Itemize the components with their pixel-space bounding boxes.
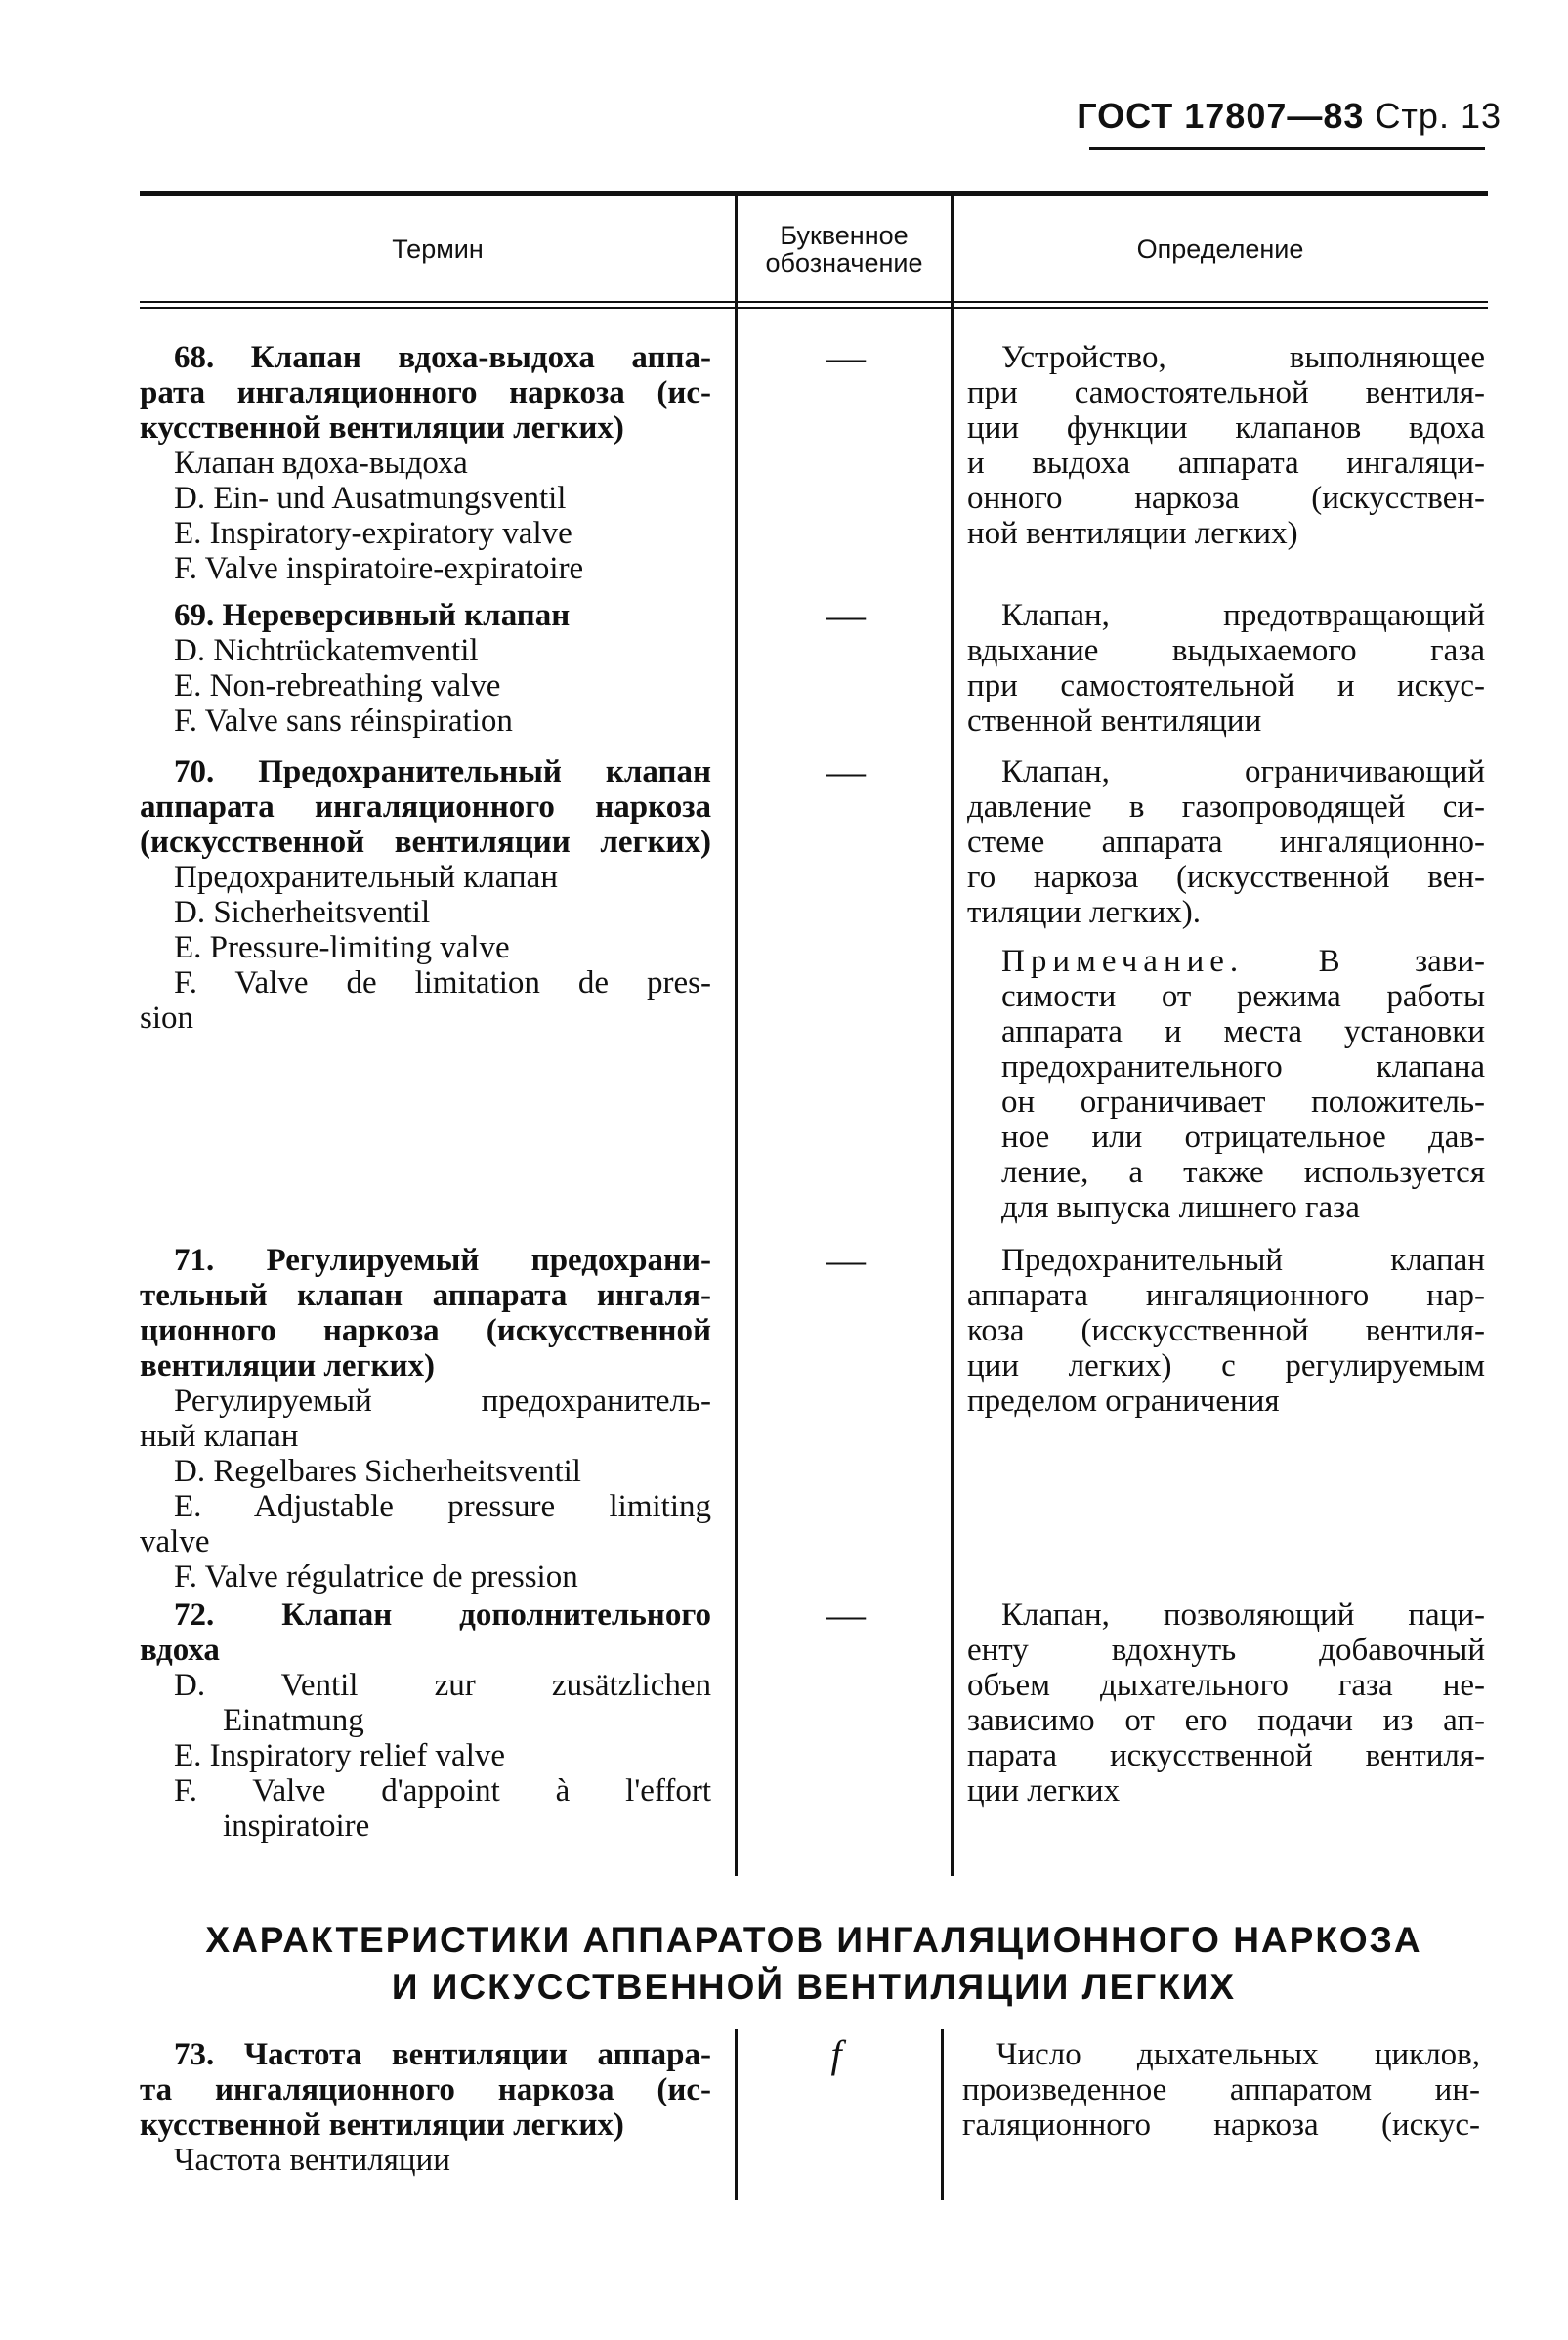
standard-number: ГОСТ 17807—83 bbox=[1077, 96, 1365, 136]
term-72: 72. Клапан дополнительного вдоха D. Ventil zur zusätzlichen Einatmung E. Inspiratory relief valve F. Valve d'appoint à l'effort inspiratoire bbox=[140, 1597, 711, 1844]
table-header bbox=[140, 200, 1488, 298]
column-header-symbol bbox=[736, 200, 953, 298]
page-header bbox=[1077, 96, 1502, 137]
symbol-72: — bbox=[826, 1593, 866, 1637]
header-underline bbox=[1089, 147, 1485, 150]
definition-72: Клапан, позволяющий паци- енту вдохнуть добавочный объем дыхательного газа не- зависимо от его подачи из ап- парата искусственной вентиля- ции легких bbox=[967, 1597, 1485, 1808]
header-double-rule-top bbox=[140, 301, 1488, 303]
symbol-header-line-2: обозначение bbox=[765, 248, 923, 277]
term-73: 73. Частота вентиляции аппара- та ингаляционного наркоза (ис- кусственной вентиляции легких) Частота вентиляции bbox=[140, 2037, 711, 2178]
symbol-73: f bbox=[830, 2032, 842, 2076]
symbol-68: — bbox=[826, 335, 866, 379]
note-70-first-line: Примечание. В зави- bbox=[1001, 944, 1485, 979]
column-header-term: Термин bbox=[392, 234, 484, 264]
definition-71: Предохранительный клапан аппарата ингаляционного нар- коза (исскусственной вентиля- ции легких) с регулируемым пределом ограничения bbox=[967, 1243, 1485, 1419]
symbol-71: — bbox=[826, 1238, 866, 1282]
term-68: 68. Клапан вдоха-выдоха аппа- рата ингаляционного наркоза (ис- кусственной вентиляции легких) Клапан вдоха-выдоха D. Ein- und Ausatmungsventil E. Inspiratory-expiratory valve F. Valve inspiratoire-expiratoire bbox=[140, 340, 711, 586]
symbol-70: — bbox=[826, 749, 866, 793]
section-title: ХАРАКТЕРИСТИКИ АППАРАТОВ ИНГАЛЯЦИОННОГО НАРКОЗА И ИСКУССТВЕННОЙ ВЕНТИЛЯЦИИ ЛЕГКИХ bbox=[205, 1920, 1422, 2007]
term-69: 69. Нереверсивный клапан D. Nichtrückatemventil E. Non-rebreathing valve F. Valve sans réinspiration bbox=[174, 598, 571, 739]
table-top-rule bbox=[140, 191, 1488, 196]
header-double-rule-bottom bbox=[140, 307, 1488, 309]
column-header-definition: Определение bbox=[1136, 234, 1304, 264]
symbol-69: — bbox=[826, 593, 866, 637]
page-number: Стр. 13 bbox=[1375, 96, 1502, 136]
definition-73: Число дыхательных циклов, произведенное аппаратом ин- галяционного наркоза (искус- bbox=[962, 2037, 1480, 2143]
term-70: 70. Предохранительный клапан аппарата ингаляционного наркоза (искусственной вентиляции легких) Предохранительный клапан D. Sicherheitsventil E. Pressure-limiting valve F. Valve de limitation de pres- sion bbox=[140, 754, 711, 1036]
term-71: 71. Регулируемый предохрани- тельный клапан аппарата ингаля- ционного наркоза (искусственной вентиляции легких) Регулируемый предохранитель- ный клапан D. Regelbares Sicherheitsventil E. Adjustable pressure limiting valve F. Valve régulatrice de pression bbox=[140, 1243, 711, 1595]
definition-68: Устройство, выполняющее при самостоятельной вентиля- ции функции клапанов вдоха и выдоха аппарата ингаляци- онного наркоза (искусствен- ной вентиляции легких) bbox=[967, 340, 1485, 551]
definition-70: Клапан, ограничивающий давление в газопроводящей си- стеме аппарата ингаляционно- го наркоза (искусственной вен- тиляции легких). Примечание. В зави- симости от режима работы аппарата и места установки предохранительного клапана он ограничивает положитель- ное или отрицательное дав- ление, а также используется для выпуска лишнего газа bbox=[967, 754, 1485, 1225]
definition-69: Клапан, предотвращающий вдыхание выдыхаемого газа при самостоятельной и искус- ственной вентиляции bbox=[967, 598, 1485, 739]
symbol-header-line-1: Буквенное bbox=[780, 220, 909, 250]
